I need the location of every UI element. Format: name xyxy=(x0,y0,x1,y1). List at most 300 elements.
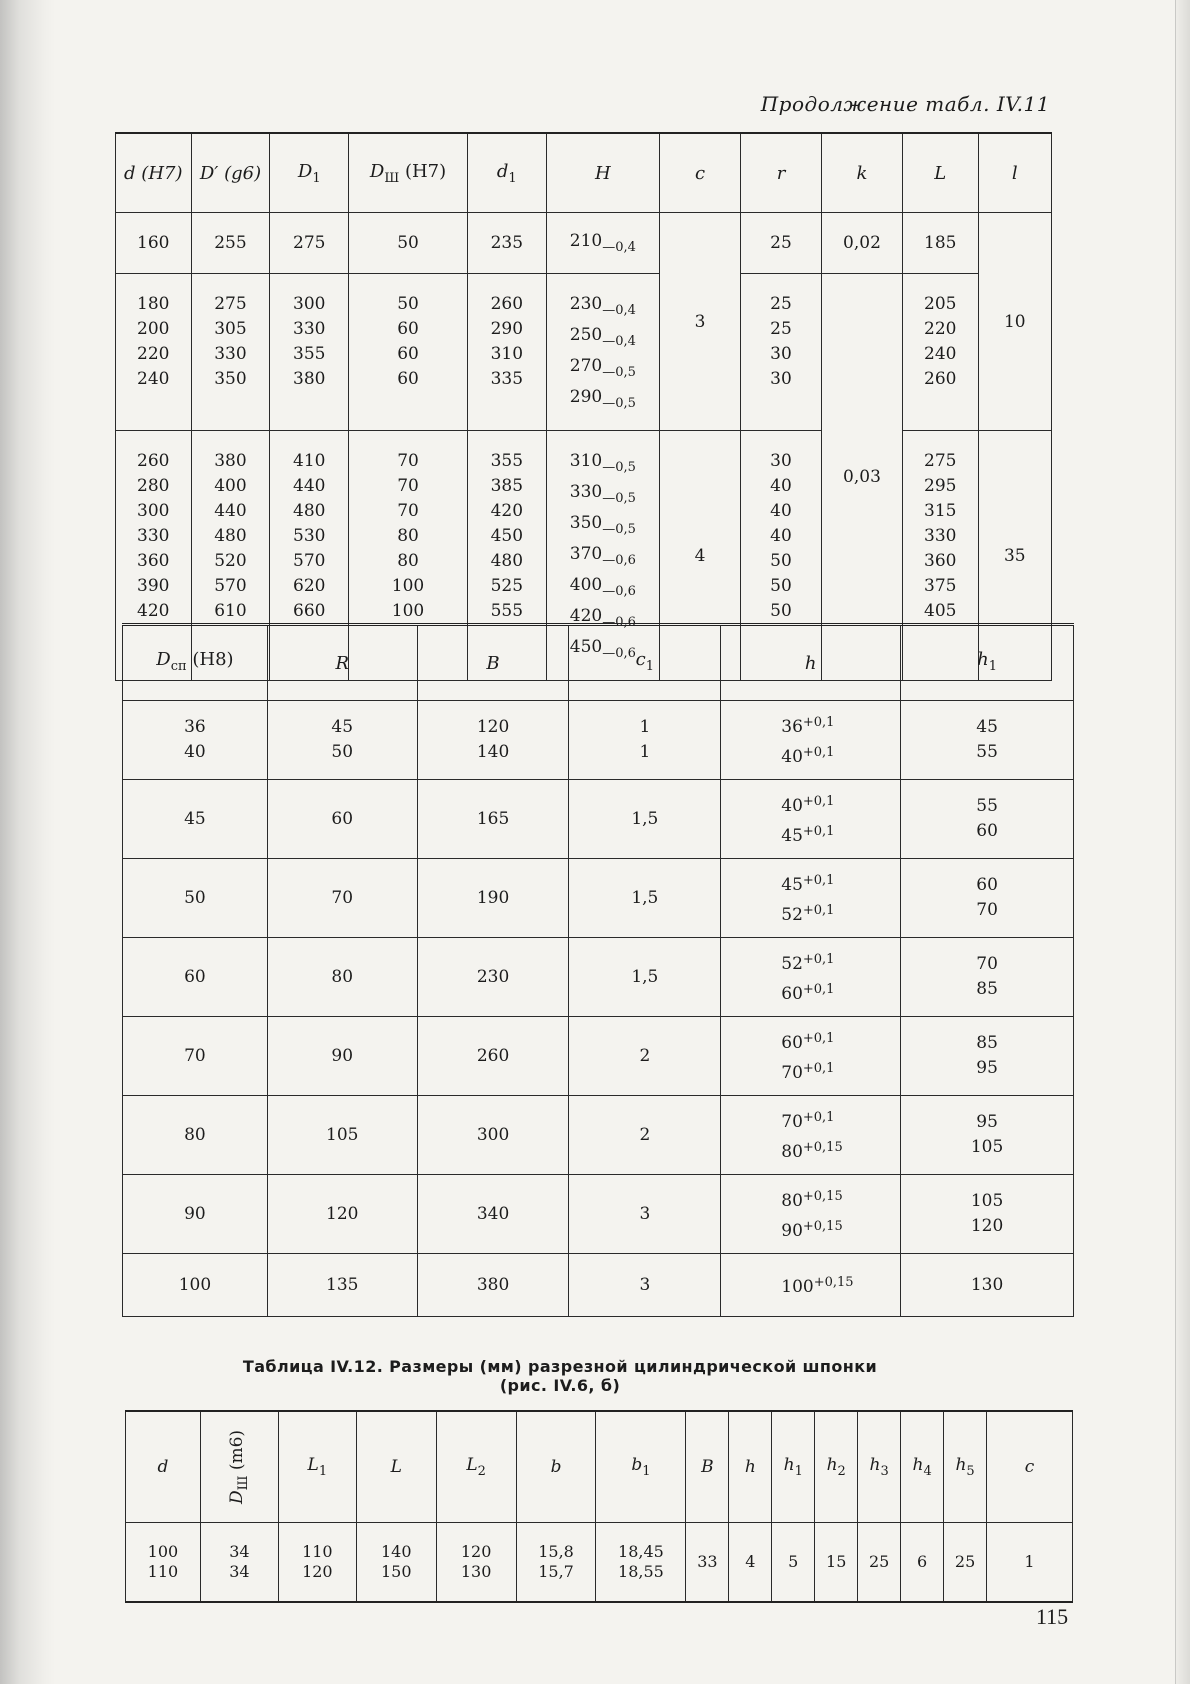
value xyxy=(547,449,659,480)
table-row xyxy=(123,1254,1074,1317)
value: 385 xyxy=(490,476,524,496)
cell-dprime: 255 xyxy=(191,213,270,274)
value: 150 xyxy=(380,1562,412,1581)
header-d1-main: D xyxy=(297,160,313,182)
cell-B: 165 xyxy=(417,780,569,859)
scan-edge-right xyxy=(1175,0,1190,1684)
value: 140 xyxy=(476,742,510,762)
value: 380 xyxy=(214,451,247,471)
h-tol: +0,1 xyxy=(802,873,835,888)
header-dsp-sub: сп xyxy=(170,659,187,674)
cell-h xyxy=(721,1096,901,1175)
value: 525 xyxy=(490,576,524,596)
header-H-text: H xyxy=(595,162,611,184)
value: 220 xyxy=(924,319,957,339)
header-L-text: L xyxy=(934,162,947,184)
header-R: R xyxy=(267,625,417,701)
header-L2-sub: 2 xyxy=(477,1464,486,1479)
cell-d1-list xyxy=(270,274,349,431)
cell-c: 1 xyxy=(987,1523,1073,1603)
cell-L-list xyxy=(902,274,978,431)
cell-dprime-list xyxy=(191,274,270,431)
value: 410 xyxy=(293,451,326,471)
cell-H-value: 210 xyxy=(569,231,603,251)
H-tol: —0,5 xyxy=(602,396,636,411)
value: 50 xyxy=(331,742,354,762)
value xyxy=(781,1214,900,1244)
cell-L1 xyxy=(278,1523,356,1603)
value: 350 xyxy=(214,369,247,389)
value: 295 xyxy=(924,476,957,496)
h-value: 70 xyxy=(781,1063,803,1083)
h-tol: +0,1 xyxy=(802,1031,835,1046)
table-iv11-part1 xyxy=(115,132,1052,681)
table-header-row xyxy=(126,1411,1073,1523)
header-dsh-vertical xyxy=(227,1430,251,1504)
header-h1-main: h xyxy=(783,1455,795,1475)
table-continuation-label: Продолжение табл. IV.11 xyxy=(760,92,1050,116)
value: 25 xyxy=(770,319,792,339)
H-value: 250 xyxy=(569,325,603,345)
cell-H xyxy=(546,213,659,274)
value: 70 xyxy=(397,501,419,521)
value: 360 xyxy=(924,551,957,571)
cell-dsp xyxy=(123,701,268,780)
cell-h1 xyxy=(901,859,1074,938)
cell-c-merged: 3 xyxy=(660,213,741,431)
cell-R: 60 xyxy=(267,780,417,859)
cell-dsh xyxy=(200,1523,278,1603)
h-tol: +0,1 xyxy=(802,1061,835,1076)
cell-h xyxy=(721,780,901,859)
header-B: B xyxy=(686,1411,729,1523)
header-r xyxy=(741,133,822,213)
cell-R xyxy=(267,701,417,780)
cell-c1: 3 xyxy=(569,1175,721,1254)
value: 555 xyxy=(490,601,524,621)
value: 520 xyxy=(214,551,247,571)
table-row xyxy=(123,859,1074,938)
cell-B: 300 xyxy=(417,1096,569,1175)
value: 280 xyxy=(137,476,170,496)
table-row xyxy=(116,274,1052,431)
cell-H-list xyxy=(546,274,659,431)
header-c: c xyxy=(987,1411,1073,1523)
header-L xyxy=(902,133,978,213)
header-k xyxy=(821,133,902,213)
value: 40 xyxy=(770,526,792,546)
H-tol: —0,5 xyxy=(602,491,636,506)
cell-L: 185 xyxy=(902,213,978,274)
header-dsh-fit: (m6) xyxy=(227,1429,248,1471)
header-d: d xyxy=(126,1411,201,1523)
cell-h1 xyxy=(901,938,1074,1017)
cell-h1: 5 xyxy=(772,1523,815,1603)
cell-b xyxy=(516,1523,596,1603)
cell-h xyxy=(721,938,901,1017)
value: 15,8 xyxy=(538,1542,574,1561)
cell-h1 xyxy=(901,1017,1074,1096)
value: 530 xyxy=(293,526,326,546)
header-d1 xyxy=(270,133,349,213)
cell-B: 230 xyxy=(417,938,569,1017)
cell-R: 80 xyxy=(267,938,417,1017)
value: 335 xyxy=(490,369,524,389)
cell-R: 120 xyxy=(267,1175,417,1254)
value xyxy=(547,542,659,573)
header-B: B xyxy=(417,625,569,701)
value xyxy=(781,947,900,977)
cell-B: 190 xyxy=(417,859,569,938)
cell-d-list xyxy=(116,274,192,431)
cell-h xyxy=(721,1254,901,1317)
value: 18,45 xyxy=(618,1542,664,1561)
page-number: 115 xyxy=(1036,1604,1069,1629)
value xyxy=(781,740,900,770)
header-h2 xyxy=(815,1411,858,1523)
cell-h3: 25 xyxy=(858,1523,901,1603)
header-h4-main: h xyxy=(912,1455,924,1475)
value: 110 xyxy=(302,1542,333,1561)
cell-l-group3: 35 xyxy=(978,431,1051,681)
value: 95 xyxy=(976,1112,998,1132)
value: 610 xyxy=(214,601,247,621)
table-row xyxy=(123,701,1074,780)
value xyxy=(781,819,900,849)
value: 100 xyxy=(147,1542,179,1561)
h-value: 52 xyxy=(781,954,803,974)
header-h5-main: h xyxy=(955,1455,967,1475)
h-tol: +0,1 xyxy=(802,1110,835,1125)
cell-c1: 1,5 xyxy=(569,938,721,1017)
h-tol: +0,15 xyxy=(802,1189,843,1204)
H-value: 400 xyxy=(569,575,603,595)
value: 50 xyxy=(770,576,792,596)
cell-dsh: 50 xyxy=(349,213,468,274)
value: 105 xyxy=(970,1191,1004,1211)
value: 50 xyxy=(770,601,792,621)
cell-h: 4 xyxy=(729,1523,772,1603)
header-L: L xyxy=(356,1411,436,1523)
header-h4 xyxy=(901,1411,944,1523)
value: 95 xyxy=(976,1058,998,1078)
H-value: 330 xyxy=(569,482,603,502)
value: 70 xyxy=(397,476,419,496)
header-c xyxy=(660,133,741,213)
value: 220 xyxy=(137,344,170,364)
value: 260 xyxy=(137,451,170,471)
value: 15,7 xyxy=(538,1562,574,1581)
H-value: 270 xyxy=(569,356,603,376)
H-tol: —0,6 xyxy=(602,646,636,661)
header-dsh-main: D xyxy=(369,160,385,182)
value xyxy=(781,898,900,928)
cell-B: 260 xyxy=(417,1017,569,1096)
table-iv12 xyxy=(125,1410,1073,1603)
value: 30 xyxy=(770,451,792,471)
value: 300 xyxy=(293,294,326,314)
H-tol: —0,5 xyxy=(602,460,636,475)
cell-B: 380 xyxy=(417,1254,569,1317)
cell-c1: 1,5 xyxy=(569,859,721,938)
value xyxy=(781,1184,900,1214)
value xyxy=(781,1026,900,1056)
h-value: 36 xyxy=(781,717,803,737)
header-d1s-sub: 1 xyxy=(508,170,517,186)
header-h2-main: h xyxy=(826,1455,838,1475)
table-row xyxy=(126,1523,1073,1603)
cell-h2: 15 xyxy=(815,1523,858,1603)
header-b1-main: b xyxy=(631,1455,643,1475)
h-tol: +0,15 xyxy=(802,1140,843,1155)
cell-R: 135 xyxy=(267,1254,417,1317)
value xyxy=(547,385,659,416)
h-value: 40 xyxy=(781,796,803,816)
header-l-text: l xyxy=(1011,162,1018,184)
value: 450 xyxy=(490,526,524,546)
cell-R: 90 xyxy=(267,1017,417,1096)
value: 300 xyxy=(137,501,170,521)
header-b1 xyxy=(596,1411,686,1523)
cell-h xyxy=(721,1017,901,1096)
value: 18,55 xyxy=(618,1562,664,1581)
cell-c1: 1,5 xyxy=(569,780,721,859)
cell-c1: 2 xyxy=(569,1017,721,1096)
value: 375 xyxy=(924,576,957,596)
value: 70 xyxy=(976,900,998,920)
cell-h xyxy=(721,701,901,780)
value: 25 xyxy=(770,294,792,314)
H-tol: —0,6 xyxy=(602,584,636,599)
header-h: h xyxy=(729,1411,772,1523)
value: 105 xyxy=(970,1137,1004,1157)
header-h1-sub: 1 xyxy=(794,1464,803,1479)
H-tol: —0,5 xyxy=(602,365,636,380)
value: 305 xyxy=(214,319,247,339)
cell-dsp: 90 xyxy=(123,1175,268,1254)
value: 440 xyxy=(214,501,247,521)
h-tol: +0,1 xyxy=(802,745,835,760)
header-dprime-text: D′ (g6) xyxy=(199,162,262,184)
cell-dsp: 60 xyxy=(123,938,268,1017)
header-h1 xyxy=(772,1411,815,1523)
caption-line-2: (рис. IV.6, б) xyxy=(499,1376,621,1395)
cell-d1: 275 xyxy=(270,213,349,274)
value: 70 xyxy=(976,954,998,974)
cell-h4: 6 xyxy=(901,1523,944,1603)
table-row xyxy=(123,1017,1074,1096)
cell-h xyxy=(721,1175,901,1254)
value xyxy=(547,323,659,354)
header-dsh-main: D xyxy=(227,1490,248,1505)
header-h2-sub: 2 xyxy=(837,1464,846,1479)
cell-L2 xyxy=(436,1523,516,1603)
header-k-text: k xyxy=(856,162,868,184)
cell-h1: 130 xyxy=(901,1254,1074,1317)
value: 570 xyxy=(293,551,326,571)
value xyxy=(781,1056,900,1086)
value xyxy=(547,573,659,604)
value: 50 xyxy=(770,551,792,571)
value xyxy=(781,789,900,819)
value: 60 xyxy=(976,821,998,841)
table-row xyxy=(123,780,1074,859)
value: 55 xyxy=(976,796,998,816)
value: 205 xyxy=(924,294,957,314)
cell-l-merged: 10 xyxy=(978,213,1051,431)
cell-c1: 2 xyxy=(569,1096,721,1175)
table-header-row xyxy=(123,625,1074,701)
value: 275 xyxy=(214,294,247,314)
h-value: 70 xyxy=(781,1112,803,1132)
value: 330 xyxy=(293,319,326,339)
value: 400 xyxy=(214,476,247,496)
h-value: 80 xyxy=(781,1142,803,1162)
value: 275 xyxy=(924,451,957,471)
value: 380 xyxy=(293,369,326,389)
value: 330 xyxy=(137,526,170,546)
cell-b1 xyxy=(596,1523,686,1603)
cell-d xyxy=(126,1523,201,1603)
cell-k-merged: 0,03 xyxy=(821,274,902,681)
value: 60 xyxy=(976,875,998,895)
header-c-text: c xyxy=(694,162,706,184)
value: 200 xyxy=(137,319,170,339)
value xyxy=(547,511,659,542)
value: 570 xyxy=(214,576,247,596)
header-d1s-main: d xyxy=(496,160,509,182)
header-h5-sub: 5 xyxy=(966,1464,975,1479)
value: 60 xyxy=(397,344,419,364)
cell-R: 70 xyxy=(267,859,417,938)
h-tol: +0,1 xyxy=(802,824,835,839)
cell-c1: 3 xyxy=(569,1254,721,1317)
cell-B: 340 xyxy=(417,1175,569,1254)
value xyxy=(781,1270,900,1300)
header-dsh xyxy=(349,133,468,213)
header-dsp xyxy=(123,625,268,701)
h-value: 100 xyxy=(781,1277,814,1297)
cell-h1 xyxy=(901,1096,1074,1175)
cell-h1 xyxy=(901,780,1074,859)
value: 34 xyxy=(229,1562,250,1581)
cell-c1 xyxy=(569,701,721,780)
cell-dsp: 80 xyxy=(123,1096,268,1175)
value: 315 xyxy=(924,501,957,521)
value: 440 xyxy=(293,476,326,496)
table-row xyxy=(123,1175,1074,1254)
cell-h1 xyxy=(901,1175,1074,1254)
value: 30 xyxy=(770,369,792,389)
value: 620 xyxy=(293,576,326,596)
value: 120 xyxy=(476,717,510,737)
value: 290 xyxy=(490,319,524,339)
cell-k: 0,02 xyxy=(821,213,902,274)
value: 390 xyxy=(137,576,170,596)
header-L1-sub: 1 xyxy=(318,1464,328,1479)
header-h4-sub: 4 xyxy=(923,1464,932,1479)
H-value: 290 xyxy=(569,387,603,407)
header-L1 xyxy=(278,1411,356,1523)
h-tol: +0,1 xyxy=(802,952,835,967)
h-value: 40 xyxy=(781,747,803,767)
cell-dsp: 50 xyxy=(123,859,268,938)
value xyxy=(781,1105,900,1135)
value: 60 xyxy=(397,369,419,389)
H-value: 230 xyxy=(569,294,603,314)
H-value: 370 xyxy=(569,544,603,564)
header-h: h xyxy=(721,625,901,701)
header-L2 xyxy=(436,1411,516,1523)
h-tol: +0,1 xyxy=(802,982,835,997)
header-d xyxy=(116,133,192,213)
value xyxy=(781,1135,900,1165)
header-dsh-sub: Ш xyxy=(384,170,400,186)
value: 420 xyxy=(137,601,170,621)
h-tol: +0,1 xyxy=(802,903,835,918)
caption-line-1: Таблица IV.12. Размеры (мм) разрезной цилиндрической шпонки xyxy=(242,1357,878,1376)
value: 660 xyxy=(293,601,326,621)
table-header-row xyxy=(116,133,1052,213)
header-d-text: d (H7) xyxy=(124,162,183,184)
header-b1-sub: 1 xyxy=(642,1464,651,1479)
table-row xyxy=(123,1096,1074,1175)
value xyxy=(781,710,900,740)
header-dsh-sub: Ш xyxy=(236,1475,252,1491)
value: 70 xyxy=(397,451,419,471)
header-h1 xyxy=(901,625,1074,701)
cell-h xyxy=(721,859,901,938)
value: 60 xyxy=(397,319,419,339)
value xyxy=(781,977,900,1007)
table-row xyxy=(123,938,1074,1017)
value: 85 xyxy=(976,979,998,999)
cell-d1-small-list xyxy=(467,274,546,431)
cell-B xyxy=(417,701,569,780)
value: 30 xyxy=(770,344,792,364)
H-tol: —0,6 xyxy=(602,553,636,568)
value: 355 xyxy=(293,344,326,364)
header-h3-sub: 3 xyxy=(880,1464,889,1479)
value xyxy=(781,868,900,898)
cell-dsp: 45 xyxy=(123,780,268,859)
h-value: 45 xyxy=(781,875,803,895)
value: 45 xyxy=(331,717,354,737)
cell-dsp: 70 xyxy=(123,1017,268,1096)
value: 120 xyxy=(970,1216,1004,1236)
value: 260 xyxy=(924,369,957,389)
value: 80 xyxy=(397,551,419,571)
header-h5 xyxy=(944,1411,987,1523)
value xyxy=(547,354,659,385)
cell-B: 33 xyxy=(686,1523,729,1603)
header-d1-sub: 1 xyxy=(312,170,321,186)
value: 120 xyxy=(302,1562,333,1581)
header-dprime xyxy=(191,133,270,213)
header-L1-main: L xyxy=(307,1455,319,1475)
value: 355 xyxy=(490,451,524,471)
cell-h5: 25 xyxy=(944,1523,987,1603)
h-value: 52 xyxy=(781,905,803,925)
value: 40 xyxy=(770,476,792,496)
h-tol: +0,1 xyxy=(802,715,835,730)
H-value: 350 xyxy=(569,513,603,533)
value: 85 xyxy=(976,1033,998,1053)
value: 330 xyxy=(924,526,957,546)
value: 130 xyxy=(460,1562,492,1581)
H-tol: —0,5 xyxy=(602,522,636,537)
cell-H-tol: —0,4 xyxy=(602,240,636,255)
